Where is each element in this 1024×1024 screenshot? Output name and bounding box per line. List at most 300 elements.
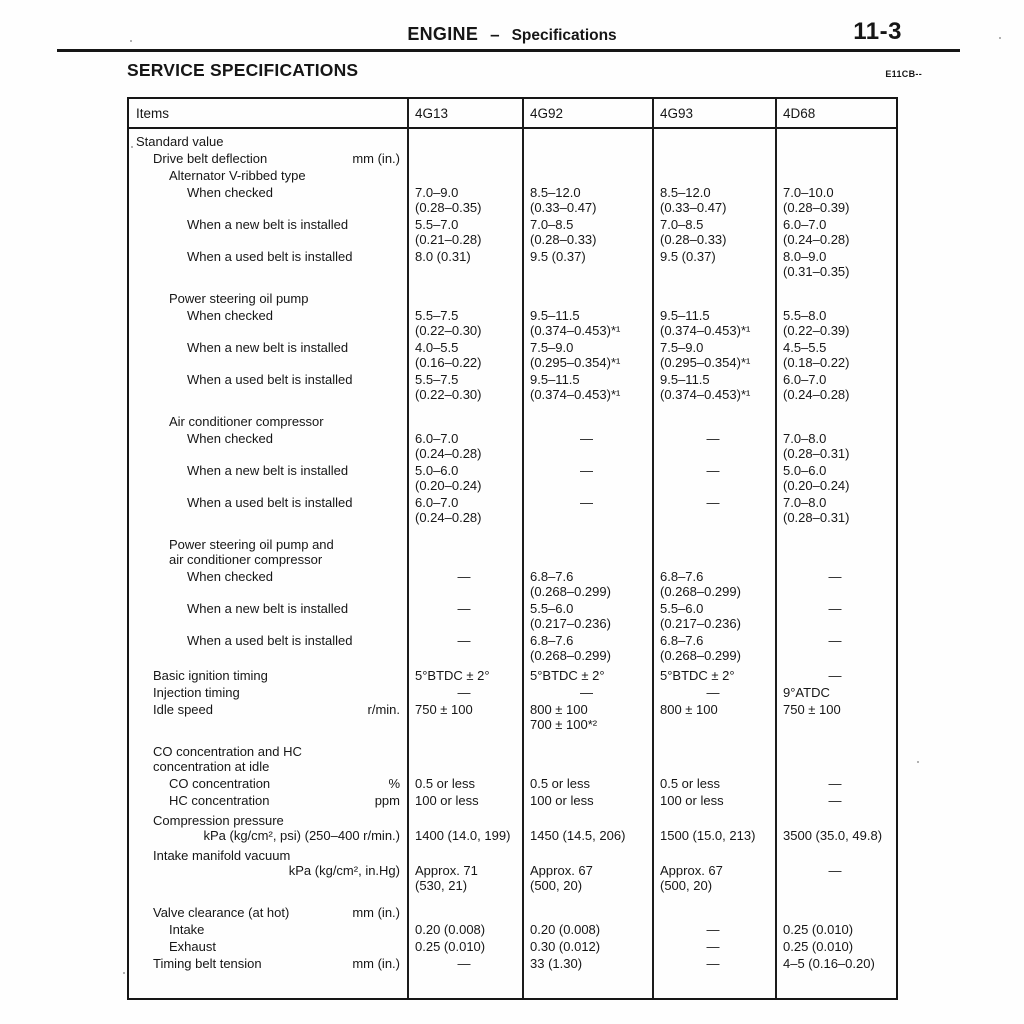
- table-row: [129, 151, 896, 166]
- value-cell: [407, 249, 522, 279]
- table-row: [129, 291, 896, 306]
- value-cell: [407, 939, 522, 954]
- row-label-line: [153, 848, 400, 863]
- value-cell: [522, 813, 652, 843]
- value: 7.0–9.0: [415, 185, 459, 200]
- row-label: Timing belt tension: [153, 956, 262, 971]
- value: 5.0–6.0: [415, 463, 459, 478]
- value-cell: [775, 495, 896, 525]
- value-cell: [407, 668, 522, 683]
- row-label-line: [153, 685, 400, 700]
- value-cell: [652, 633, 775, 663]
- value: —: [580, 495, 594, 510]
- value: 5°BTDC ± 2°: [415, 668, 490, 683]
- value: (530, 21): [415, 878, 468, 893]
- value: 6.8–7.6: [530, 569, 574, 584]
- row-label-line: [187, 340, 400, 355]
- row-label: When a new belt is installed: [187, 463, 349, 478]
- value-cell: [652, 372, 775, 402]
- table-row: [129, 813, 896, 843]
- value: (0.374–0.453)*¹: [530, 387, 621, 402]
- value: —: [580, 685, 594, 700]
- items-cell: [129, 685, 407, 700]
- table-row: [129, 414, 896, 429]
- row-label: Basic ignition timing: [153, 668, 268, 683]
- value: 0.25 (0.010): [783, 939, 854, 954]
- value: Approx. 71: [415, 863, 478, 878]
- value: 5.0–6.0: [783, 463, 827, 478]
- row-label-line: [169, 537, 400, 552]
- value: 6.0–7.0: [783, 217, 827, 232]
- row-label-line: [153, 759, 400, 774]
- row-label: Alternator V-ribbed type: [169, 168, 306, 183]
- value: (0.22–0.30): [415, 387, 482, 402]
- table-row: [129, 939, 896, 954]
- row-label-line: [169, 291, 400, 306]
- value-cell: [407, 685, 522, 700]
- value-cell: [407, 495, 522, 525]
- value-cell: [652, 308, 775, 338]
- running-header-dash: –: [490, 25, 500, 44]
- row-label: Standard value: [136, 134, 224, 149]
- value: 9.5–11.5: [660, 308, 710, 323]
- value-cell: [775, 956, 896, 971]
- items-cell: [129, 308, 407, 338]
- value: 6.0–7.0: [783, 372, 827, 387]
- value: (0.28–0.31): [783, 510, 850, 525]
- value: 4.5–5.5: [783, 340, 827, 355]
- row-unit: mm (in.): [352, 151, 400, 166]
- items-cell: [129, 168, 407, 183]
- value-cell: [652, 217, 775, 247]
- row-label: Power steering oil pump: [169, 291, 309, 306]
- value-cell: [407, 431, 522, 461]
- value-cell: [652, 185, 775, 215]
- scan-speckle: [131, 146, 133, 148]
- value: (0.268–0.299): [660, 648, 741, 663]
- value-cell: [775, 185, 896, 215]
- table-row: [129, 537, 896, 567]
- items-cell: [129, 134, 407, 149]
- items-cell: [129, 372, 407, 402]
- value: 1500 (15.0, 213): [660, 828, 756, 843]
- row-label-line: [187, 495, 400, 510]
- value: (0.268–0.299): [530, 584, 611, 599]
- table-row: [129, 372, 896, 402]
- items-cell: [129, 340, 407, 370]
- row-label-line: [136, 134, 400, 149]
- value-cell: [652, 685, 775, 700]
- value: 9.5 (0.37): [660, 249, 716, 264]
- row-label: Exhaust: [169, 939, 216, 954]
- row-label: HC concentration: [169, 793, 270, 808]
- value: 7.5–9.0: [530, 340, 574, 355]
- column-header-4g13: 4G13: [415, 105, 449, 121]
- row-label: When a new belt is installed: [187, 601, 349, 616]
- row-label: Intake manifold vacuum: [153, 848, 291, 863]
- row-label-line: [187, 372, 400, 387]
- value-cell: [522, 793, 652, 808]
- value: —: [706, 495, 721, 510]
- value-cell: [522, 372, 652, 402]
- value: Approx. 67: [530, 863, 593, 878]
- value: (0.374–0.453)*¹: [660, 323, 751, 338]
- table-row: [129, 905, 896, 920]
- value-cell: [522, 922, 652, 937]
- value: (0.24–0.28): [783, 387, 850, 402]
- value-cell: [775, 813, 896, 843]
- table-row: [129, 217, 896, 247]
- value: 0.30 (0.012): [530, 939, 601, 954]
- table-row: [129, 702, 896, 732]
- value-cell: [522, 185, 652, 215]
- value: 9.5–11.5: [660, 372, 710, 387]
- row-label: Idle speed: [153, 702, 213, 717]
- value: 8.5–12.0: [660, 185, 711, 200]
- table-row: [129, 134, 896, 149]
- scan-speckle: [917, 761, 919, 763]
- value: (500, 20): [660, 878, 713, 893]
- value-cell: [522, 340, 652, 370]
- value-cell: [775, 601, 896, 631]
- value-cell: [522, 249, 652, 279]
- row-label-line: [187, 249, 400, 264]
- value: (0.33–0.47): [660, 200, 727, 215]
- table-row: [129, 495, 896, 525]
- row-label: When a used belt is installed: [187, 372, 353, 387]
- items-cell: [129, 905, 407, 920]
- value-cell: [522, 569, 652, 599]
- value-cell: [522, 431, 652, 461]
- value-cell: [775, 340, 896, 370]
- items-cell: [129, 249, 407, 279]
- value-cell: [522, 308, 652, 338]
- page-title: SERVICE SPECIFICATIONS: [127, 60, 359, 80]
- row-label-line: [153, 956, 400, 971]
- table-row: [129, 793, 896, 808]
- value-cell: [407, 922, 522, 937]
- value: 1400 (14.0, 199): [415, 828, 511, 843]
- row-label: air conditioner compressor: [169, 552, 323, 567]
- row-label-line: [169, 168, 400, 183]
- table-body: [129, 129, 896, 971]
- value: (0.374–0.453)*¹: [660, 387, 751, 402]
- items-cell: [129, 793, 407, 808]
- items-cell: [129, 633, 407, 663]
- value-cell: [652, 601, 775, 631]
- value-cell: [407, 372, 522, 402]
- value: (0.28–0.35): [415, 200, 482, 215]
- value-cell: [652, 922, 775, 937]
- row-label-line: [169, 793, 400, 808]
- value-cell: [775, 249, 896, 279]
- value: —: [457, 956, 472, 971]
- value-cell: [652, 956, 775, 971]
- row-label-line: [169, 776, 400, 791]
- row-label-line: [153, 744, 400, 759]
- row-label: Power steering oil pump and: [169, 537, 334, 552]
- value-cell: [407, 463, 522, 493]
- value-cell: [652, 939, 775, 954]
- table-row: [129, 340, 896, 370]
- value-cell: [522, 939, 652, 954]
- value: (0.21–0.28): [415, 232, 482, 247]
- value-cell: [522, 668, 652, 683]
- value: —: [706, 685, 721, 700]
- value-cell: [775, 848, 896, 893]
- value: —: [580, 463, 594, 478]
- items-cell: [129, 537, 407, 567]
- items-cell: [129, 414, 407, 429]
- row-label-line: [187, 569, 400, 584]
- value: (0.217–0.236): [660, 616, 741, 631]
- value: (0.16–0.22): [415, 355, 482, 370]
- value: 100 or less: [660, 793, 724, 808]
- value-cell: [407, 776, 522, 791]
- value: (0.268–0.299): [660, 584, 741, 599]
- items-cell: [129, 185, 407, 215]
- value: 750 ± 100: [783, 702, 841, 717]
- value: (0.31–0.35): [783, 264, 850, 279]
- value: —: [828, 776, 843, 791]
- value: 5.5–7.5: [415, 308, 459, 323]
- table-row: [129, 185, 896, 215]
- value-cell: [522, 848, 652, 893]
- value-cell: [652, 813, 775, 843]
- value: 33 (1.30): [530, 956, 583, 971]
- value: Approx. 67: [660, 863, 723, 878]
- value: 9.5 (0.37): [530, 249, 586, 264]
- value-cell: [775, 217, 896, 247]
- row-unit: mm (in.): [352, 956, 400, 971]
- row-label: Intake: [169, 922, 205, 937]
- items-cell: [129, 848, 407, 893]
- row-label-line: [187, 185, 400, 200]
- value: 8.0–9.0: [783, 249, 827, 264]
- items-cell: [129, 776, 407, 791]
- value: 0.5 or less: [415, 776, 475, 791]
- value: 6.0–7.0: [415, 495, 459, 510]
- value: 100 or less: [530, 793, 594, 808]
- value: 6.0–7.0: [415, 431, 459, 446]
- items-cell: [129, 601, 407, 631]
- value-cell: [407, 340, 522, 370]
- items-cell: [129, 668, 407, 683]
- value: 0.5 or less: [660, 776, 720, 791]
- value-cell: [652, 668, 775, 683]
- value-cell: [522, 601, 652, 631]
- value: 7.0–8.0: [783, 431, 827, 446]
- row-label-line: [187, 633, 400, 648]
- row-label: CO concentration and HC: [153, 744, 302, 759]
- row-label: Valve clearance (at hot): [153, 905, 290, 920]
- value: (0.24–0.28): [783, 232, 850, 247]
- row-label-line: [187, 431, 400, 446]
- row-label-line: [153, 151, 400, 166]
- value: —: [580, 431, 594, 446]
- items-cell: [129, 744, 407, 774]
- value-cell: [407, 793, 522, 808]
- row-label: Compression pressure: [153, 813, 284, 828]
- table-row: [129, 956, 896, 971]
- value: 7.0–10.0: [783, 185, 834, 200]
- value: 0.20 (0.008): [415, 922, 486, 937]
- column-header-4g92: 4G92: [530, 105, 564, 121]
- value-cell: [775, 431, 896, 461]
- value: 0.25 (0.010): [783, 922, 854, 937]
- row-label-line: [187, 601, 400, 616]
- items-cell: [129, 495, 407, 525]
- items-cell: [129, 702, 407, 732]
- table-row: [129, 744, 896, 774]
- row-unit: ppm: [374, 793, 400, 808]
- row-sub-unit: kPa (kg/cm², in.Hg): [288, 863, 400, 878]
- value-cell: [652, 340, 775, 370]
- scan-speckle: [130, 40, 132, 42]
- value-cell: [775, 569, 896, 599]
- value-cell: [775, 372, 896, 402]
- value-cell: [775, 776, 896, 791]
- value-cell: [407, 601, 522, 631]
- value-cell: [775, 685, 896, 700]
- row-unit: r/min.: [367, 702, 400, 717]
- value: 5.5–7.0: [415, 217, 459, 232]
- table-row: [129, 569, 896, 599]
- page-number: 11-3: [853, 18, 902, 45]
- value-cell: [775, 939, 896, 954]
- table-row: [129, 431, 896, 461]
- table-row: [129, 848, 896, 893]
- items-cell: [129, 151, 407, 166]
- value: (0.295–0.354)*¹: [660, 355, 751, 370]
- value: (0.28–0.31): [783, 446, 850, 461]
- value: 0.5 or less: [530, 776, 590, 791]
- value-cell: [522, 495, 652, 525]
- items-cell: [129, 217, 407, 247]
- value: 5°BTDC ± 2°: [660, 668, 735, 683]
- value-cell: [775, 668, 896, 683]
- value-cell: [775, 702, 896, 732]
- row-label-line: [153, 702, 400, 717]
- value-cell: [775, 463, 896, 493]
- value-cell: [407, 848, 522, 893]
- row-label: When a used belt is installed: [187, 495, 353, 510]
- value: 9.5–11.5: [530, 308, 580, 323]
- row-label: When checked: [187, 569, 273, 584]
- value-cell: [652, 569, 775, 599]
- row-label: When checked: [187, 431, 273, 446]
- value: 8.0 (0.31): [415, 249, 471, 264]
- value-cell: [775, 308, 896, 338]
- value: (500, 20): [530, 878, 583, 893]
- value: (0.268–0.299): [530, 648, 611, 663]
- value: (0.18–0.22): [783, 355, 850, 370]
- value: —: [706, 939, 721, 954]
- value: —: [828, 863, 843, 878]
- value-cell: [652, 431, 775, 461]
- row-label-line: [169, 939, 400, 954]
- value: 4.0–5.5: [415, 340, 459, 355]
- row-label-line: [187, 463, 400, 478]
- row-label-line: [187, 308, 400, 323]
- value: 6.8–7.6: [660, 569, 704, 584]
- value: 100 or less: [415, 793, 479, 808]
- value: (0.20–0.24): [415, 478, 482, 493]
- value-cell: [407, 702, 522, 732]
- value-cell: [652, 793, 775, 808]
- value-cell: [407, 217, 522, 247]
- row-label: When a new belt is installed: [187, 340, 349, 355]
- header-rule: [57, 49, 960, 52]
- value-cell: [775, 633, 896, 663]
- row-label-line: [169, 414, 400, 429]
- row-label-line: [153, 668, 400, 683]
- value: (0.28–0.33): [530, 232, 597, 247]
- value-cell: [652, 495, 775, 525]
- running-header-chapter: ENGINE: [407, 24, 479, 44]
- value-cell: [522, 702, 652, 732]
- value-cell: [407, 569, 522, 599]
- value: —: [706, 431, 721, 446]
- items-cell: [129, 291, 407, 306]
- value: —: [706, 956, 721, 971]
- value: 700 ± 100*²: [530, 717, 598, 732]
- row-unit: %: [388, 776, 400, 791]
- value-cell: [652, 249, 775, 279]
- value-cell: [522, 776, 652, 791]
- value-cell: [407, 813, 522, 843]
- value: (0.20–0.24): [783, 478, 850, 493]
- value: —: [828, 668, 843, 683]
- value: 5.5–8.0: [783, 308, 827, 323]
- row-label: Injection timing: [153, 685, 240, 700]
- scan-speckle: [999, 37, 1001, 39]
- value: 0.25 (0.010): [415, 939, 486, 954]
- value: 8.5–12.0: [530, 185, 581, 200]
- value: —: [828, 633, 843, 648]
- value: —: [828, 569, 843, 584]
- table-row: [129, 601, 896, 631]
- table-row: [129, 308, 896, 338]
- value: (0.24–0.28): [415, 510, 482, 525]
- value-cell: [522, 217, 652, 247]
- value-cell: [522, 685, 652, 700]
- value: 5.5–7.5: [415, 372, 459, 387]
- value: —: [457, 633, 472, 648]
- value: 3500 (35.0, 49.8): [783, 828, 883, 843]
- value: (0.28–0.33): [660, 232, 727, 247]
- items-cell: [129, 939, 407, 954]
- value: —: [828, 601, 843, 616]
- value-cell: [652, 463, 775, 493]
- value: 6.8–7.6: [530, 633, 574, 648]
- value: 7.0–8.5: [530, 217, 574, 232]
- value: 800 ± 100: [530, 702, 588, 717]
- items-cell: [129, 956, 407, 971]
- value: 7.0–8.0: [783, 495, 827, 510]
- table-row: [129, 463, 896, 493]
- value-cell: [775, 922, 896, 937]
- value: (0.28–0.39): [783, 200, 850, 215]
- column-header-4g93: 4G93: [660, 105, 694, 121]
- value-cell: [775, 793, 896, 808]
- items-cell: [129, 463, 407, 493]
- row-label-line: [153, 905, 400, 920]
- table-row: [129, 168, 896, 183]
- value: 800 ± 100: [660, 702, 718, 717]
- row-label: Air conditioner compressor: [169, 414, 324, 429]
- value: 5°BTDC ± 2°: [530, 668, 605, 683]
